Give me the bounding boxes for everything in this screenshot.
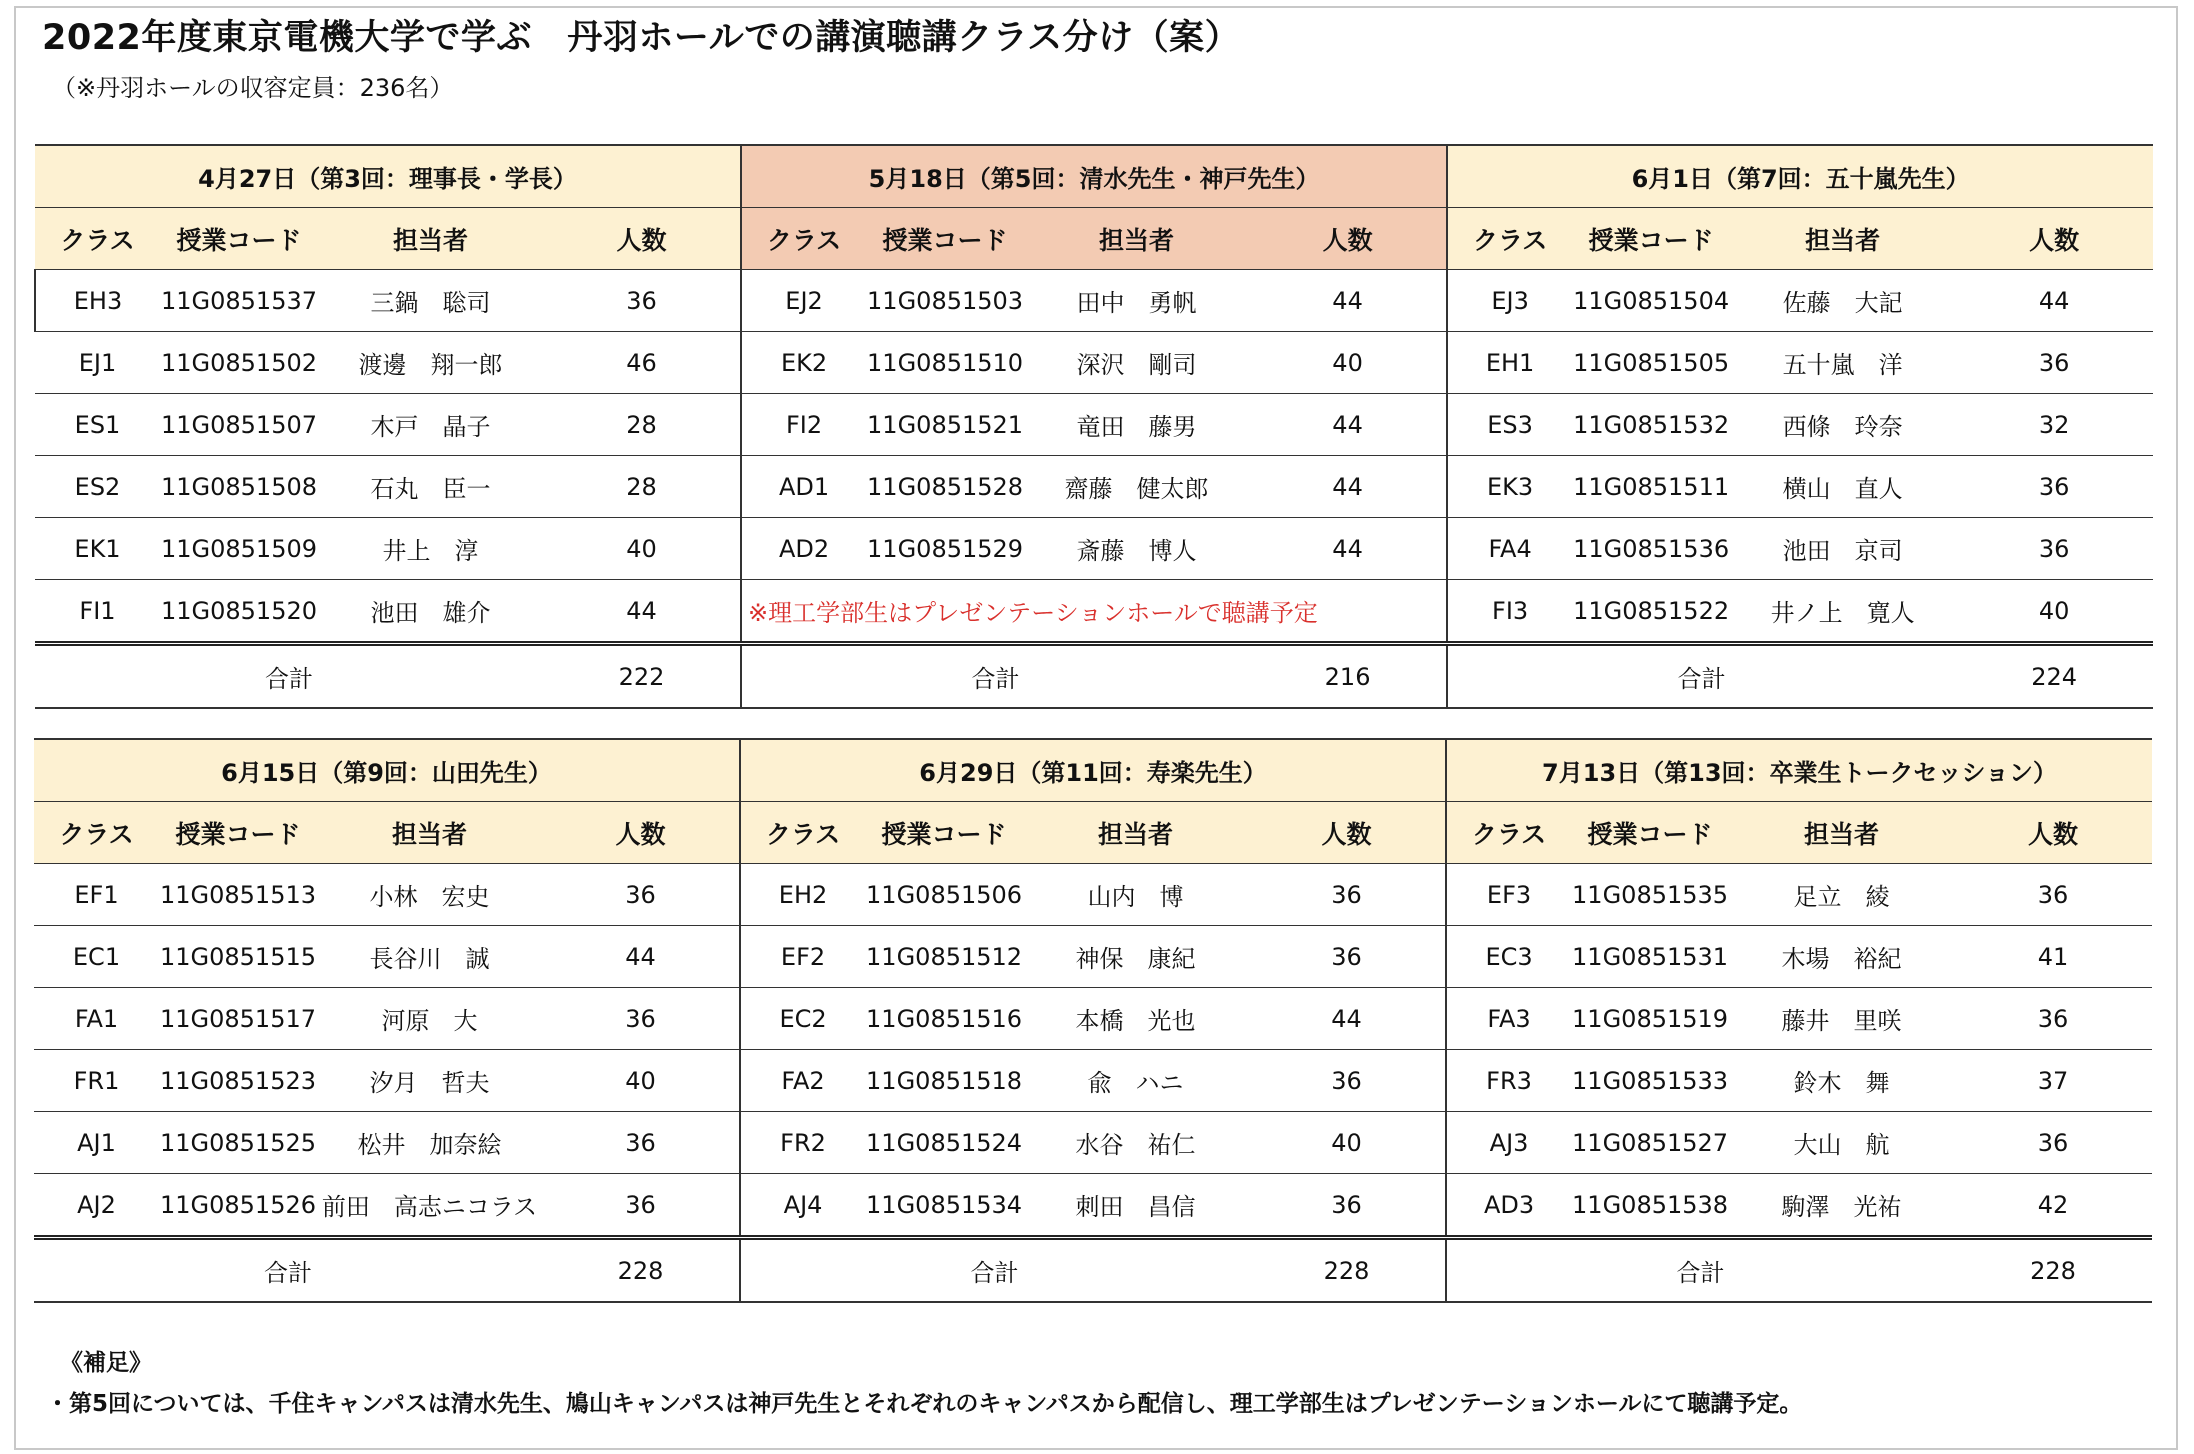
class-cell: AJ4 <box>740 1174 865 1238</box>
col-header-teacher: 担当者 <box>318 208 543 270</box>
teacher-cell: 鈴木 舞 <box>1729 1050 1954 1112</box>
teacher-cell: 深沢 剛司 <box>1024 332 1249 394</box>
table-row <box>35 580 2153 644</box>
count-cell: 37 <box>1954 1050 2152 1112</box>
teacher-cell: 木場 裕紀 <box>1729 926 1954 988</box>
class-cell: EH3 <box>35 270 160 332</box>
col-header-class: クラス <box>34 802 159 864</box>
teacher-cell: 池田 雄介 <box>318 580 543 644</box>
teacher-cell: 三鍋 聡司 <box>318 270 543 332</box>
code-cell: 11G0851520 <box>160 580 318 644</box>
class-cell: EK1 <box>35 518 160 580</box>
total-label: 合計 <box>740 1238 1248 1303</box>
teacher-cell: 西條 玲奈 <box>1730 394 1955 456</box>
class-cell: EK2 <box>741 332 866 394</box>
col-header-code: 授業コード <box>866 208 1024 270</box>
col-header-count: 人数 <box>542 802 740 864</box>
class-cell: FR1 <box>34 1050 159 1112</box>
teacher-cell: 大山 航 <box>1729 1112 1954 1174</box>
total-value: 224 <box>1955 644 2153 709</box>
teacher-cell: 木戸 晶子 <box>318 394 543 456</box>
class-cell: EH2 <box>740 864 865 926</box>
code-cell: 11G0851531 <box>1571 926 1729 988</box>
capacity-note: （※丹羽ホールの収容定員：236名） <box>52 74 454 102</box>
count-cell: 36 <box>543 270 741 332</box>
col-header-code: 授業コード <box>865 802 1023 864</box>
code-cell: 11G0851508 <box>160 456 318 518</box>
count-cell: 40 <box>542 1050 740 1112</box>
col-header-teacher: 担当者 <box>1023 802 1248 864</box>
teacher-cell: 横山 直人 <box>1730 456 1955 518</box>
teacher-cell: 池田 京司 <box>1730 518 1955 580</box>
code-cell: 11G0851515 <box>159 926 317 988</box>
teacher-cell: 駒澤 光祐 <box>1729 1174 1954 1238</box>
code-cell: 11G0851512 <box>865 926 1023 988</box>
class-cell: AD1 <box>741 456 866 518</box>
col-header-class: クラス <box>1447 208 1572 270</box>
code-cell: 11G0851533 <box>1571 1050 1729 1112</box>
table-row <box>35 394 2153 456</box>
total-value: 228 <box>1248 1238 1446 1303</box>
code-cell: 11G0851538 <box>1571 1174 1729 1238</box>
count-cell: 36 <box>1248 864 1446 926</box>
class-cell: AD2 <box>741 518 866 580</box>
class-cell: EJ2 <box>741 270 866 332</box>
count-cell: 44 <box>1248 988 1446 1050</box>
col-header-code: 授業コード <box>1572 208 1730 270</box>
code-cell: 11G0851524 <box>865 1112 1023 1174</box>
class-table-bottom <box>34 738 2152 1303</box>
count-cell: 40 <box>543 518 741 580</box>
count-cell: 28 <box>543 456 741 518</box>
table-row <box>35 518 2153 580</box>
count-cell: 36 <box>1954 1112 2152 1174</box>
count-cell: 44 <box>1249 456 1447 518</box>
session-note: ※理工学部生はプレゼンテーションホールで聴講予定 <box>741 580 1447 644</box>
total-label: 合計 <box>1447 644 1955 709</box>
total-label: 合計 <box>35 644 543 709</box>
count-cell: 36 <box>1248 926 1446 988</box>
class-cell: AJ1 <box>34 1112 159 1174</box>
code-cell: 11G0851505 <box>1572 332 1730 394</box>
table-row <box>35 270 2153 332</box>
code-cell: 11G0851529 <box>866 518 1024 580</box>
code-cell: 11G0851506 <box>865 864 1023 926</box>
col-header-teacher: 担当者 <box>1729 802 1954 864</box>
class-cell: FI1 <box>35 580 160 644</box>
total-value: 222 <box>543 644 741 709</box>
code-cell: 11G0851516 <box>865 988 1023 1050</box>
teacher-cell: 斎藤 博人 <box>1024 518 1249 580</box>
col-header-teacher: 担当者 <box>1730 208 1955 270</box>
code-cell: 11G0851510 <box>866 332 1024 394</box>
session-title: 6月15日（第9回：山田先生） <box>34 739 740 802</box>
count-cell: 36 <box>1248 1174 1446 1238</box>
count-cell: 28 <box>543 394 741 456</box>
class-cell: FI3 <box>1447 580 1572 644</box>
class-cell: EJ1 <box>35 332 160 394</box>
class-cell: EF1 <box>34 864 159 926</box>
class-cell: EJ3 <box>1447 270 1572 332</box>
session-title: 5月18日（第5回：清水先生・神戸先生） <box>741 145 1447 208</box>
teacher-cell: 渡邊 翔一郎 <box>318 332 543 394</box>
code-cell: 11G0851536 <box>1572 518 1730 580</box>
table-row <box>34 926 2152 988</box>
count-cell: 36 <box>1248 1050 1446 1112</box>
col-header-class: クラス <box>35 208 160 270</box>
code-cell: 11G0851517 <box>159 988 317 1050</box>
count-cell: 36 <box>542 864 740 926</box>
count-cell: 36 <box>542 988 740 1050</box>
code-cell: 11G0851513 <box>159 864 317 926</box>
code-cell: 11G0851527 <box>1571 1112 1729 1174</box>
table-row <box>35 456 2153 518</box>
teacher-cell: 松井 加奈絵 <box>317 1112 542 1174</box>
teacher-cell: 汐月 哲夫 <box>317 1050 542 1112</box>
class-cell: FA2 <box>740 1050 865 1112</box>
class-cell: EF2 <box>740 926 865 988</box>
count-cell: 42 <box>1954 1174 2152 1238</box>
col-header-class: クラス <box>1446 802 1571 864</box>
session-title: 6月29日（第11回：寿楽先生） <box>740 739 1446 802</box>
table-row <box>34 864 2152 926</box>
teacher-cell: 兪 ハニ <box>1023 1050 1248 1112</box>
teacher-cell: 井ノ上 寛人 <box>1730 580 1955 644</box>
code-cell: 11G0851519 <box>1571 988 1729 1050</box>
count-cell: 40 <box>1248 1112 1446 1174</box>
page-title: 2022年度東京電機大学で学ぶ 丹羽ホールでの講演聴講クラス分け（案） <box>42 18 1241 58</box>
code-cell: 11G0851532 <box>1572 394 1730 456</box>
total-label: 合計 <box>34 1238 542 1303</box>
class-table-top <box>34 144 2153 709</box>
table-row <box>34 988 2152 1050</box>
code-cell: 11G0851526 <box>159 1174 317 1238</box>
col-header-code: 授業コード <box>1571 802 1729 864</box>
count-cell: 44 <box>542 926 740 988</box>
teacher-cell: 河原 大 <box>317 988 542 1050</box>
col-header-count: 人数 <box>1249 208 1447 270</box>
supplement-heading: 《補足》 <box>60 1350 152 1376</box>
count-cell: 40 <box>1955 580 2153 644</box>
count-cell: 44 <box>1249 518 1447 580</box>
count-cell: 36 <box>1954 864 2152 926</box>
class-cell: ES3 <box>1447 394 1572 456</box>
total-label: 合計 <box>741 644 1249 709</box>
code-cell: 11G0851523 <box>159 1050 317 1112</box>
col-header-class: クラス <box>740 802 865 864</box>
code-cell: 11G0851534 <box>865 1174 1023 1238</box>
code-cell: 11G0851509 <box>160 518 318 580</box>
col-header-code: 授業コード <box>160 208 318 270</box>
class-cell: AJ3 <box>1446 1112 1571 1174</box>
code-cell: 11G0851528 <box>866 456 1024 518</box>
col-header-code: 授業コード <box>159 802 317 864</box>
count-cell: 36 <box>1954 988 2152 1050</box>
code-cell: 11G0851503 <box>866 270 1024 332</box>
table-row <box>35 332 2153 394</box>
count-cell: 36 <box>542 1174 740 1238</box>
class-cell: EF3 <box>1446 864 1571 926</box>
class-cell: ES1 <box>35 394 160 456</box>
session-title: 7月13日（第13回：卒業生トークセッション） <box>1446 739 2152 802</box>
teacher-cell: 水谷 祐仁 <box>1023 1112 1248 1174</box>
col-header-count: 人数 <box>1955 208 2153 270</box>
teacher-cell: 長谷川 誠 <box>317 926 542 988</box>
col-header-class: クラス <box>741 208 866 270</box>
teacher-cell: 井上 淳 <box>318 518 543 580</box>
session-title: 6月1日（第7回：五十嵐先生） <box>1447 145 2153 208</box>
teacher-cell: 竜田 藤男 <box>1024 394 1249 456</box>
total-value: 228 <box>542 1238 740 1303</box>
code-cell: 11G0851518 <box>865 1050 1023 1112</box>
count-cell: 36 <box>1955 332 2153 394</box>
table-row <box>34 1174 2152 1238</box>
col-header-count: 人数 <box>543 208 741 270</box>
teacher-cell: 五十嵐 洋 <box>1730 332 1955 394</box>
teacher-cell: 足立 綾 <box>1729 864 1954 926</box>
count-cell: 44 <box>1249 270 1447 332</box>
class-cell: AJ2 <box>34 1174 159 1238</box>
count-cell: 32 <box>1955 394 2153 456</box>
class-cell: EK3 <box>1447 456 1572 518</box>
code-cell: 11G0851537 <box>160 270 318 332</box>
table-row <box>34 1112 2152 1174</box>
count-cell: 36 <box>1955 456 2153 518</box>
teacher-cell: 小林 宏史 <box>317 864 542 926</box>
class-cell: EC3 <box>1446 926 1571 988</box>
code-cell: 11G0851502 <box>160 332 318 394</box>
code-cell: 11G0851521 <box>866 394 1024 456</box>
class-cell: FA3 <box>1446 988 1571 1050</box>
code-cell: 11G0851507 <box>160 394 318 456</box>
teacher-cell: 前田 高志ニコラス <box>317 1174 542 1238</box>
total-label: 合計 <box>1446 1238 1954 1303</box>
total-row <box>34 1238 2152 1303</box>
teacher-cell: 神保 康紀 <box>1023 926 1248 988</box>
class-cell: FI2 <box>741 394 866 456</box>
code-cell: 11G0851522 <box>1572 580 1730 644</box>
class-cell: FA4 <box>1447 518 1572 580</box>
teacher-cell: 本橋 光也 <box>1023 988 1248 1050</box>
class-cell: EC1 <box>34 926 159 988</box>
count-cell: 36 <box>1955 518 2153 580</box>
supplement-text: ・第5回については、千住キャンパスは清水先生、鳩山キャンパスは神戸先生とそれぞれのキャンパスから配信し、理工学部生はプレゼンテーションホールにて聴講予定。 <box>46 1391 1803 1417</box>
teacher-cell: 佐藤 大記 <box>1730 270 1955 332</box>
teacher-cell: 石丸 臣一 <box>318 456 543 518</box>
total-value: 216 <box>1249 644 1447 709</box>
class-cell: FR3 <box>1446 1050 1571 1112</box>
total-value: 228 <box>1954 1238 2152 1303</box>
count-cell: 46 <box>543 332 741 394</box>
col-header-teacher: 担当者 <box>317 802 542 864</box>
count-cell: 44 <box>543 580 741 644</box>
col-header-count: 人数 <box>1954 802 2152 864</box>
class-cell: ES2 <box>35 456 160 518</box>
teacher-cell: 山内 博 <box>1023 864 1248 926</box>
class-cell: EH1 <box>1447 332 1572 394</box>
col-header-count: 人数 <box>1248 802 1446 864</box>
code-cell: 11G0851504 <box>1572 270 1730 332</box>
teacher-cell: 藤井 里咲 <box>1729 988 1954 1050</box>
count-cell: 44 <box>1955 270 2153 332</box>
code-cell: 11G0851535 <box>1571 864 1729 926</box>
count-cell: 41 <box>1954 926 2152 988</box>
count-cell: 44 <box>1249 394 1447 456</box>
total-row <box>35 644 2153 709</box>
table-row <box>34 1050 2152 1112</box>
col-header-teacher: 担当者 <box>1024 208 1249 270</box>
code-cell: 11G0851525 <box>159 1112 317 1174</box>
count-cell: 40 <box>1249 332 1447 394</box>
teacher-cell: 田中 勇帆 <box>1024 270 1249 332</box>
class-cell: EC2 <box>740 988 865 1050</box>
teacher-cell: 刺田 昌信 <box>1023 1174 1248 1238</box>
class-cell: FA1 <box>34 988 159 1050</box>
count-cell: 36 <box>542 1112 740 1174</box>
class-cell: AD3 <box>1446 1174 1571 1238</box>
session-title: 4月27日（第3回：理事長・学長） <box>35 145 741 208</box>
teacher-cell: 齋藤 健太郎 <box>1024 456 1249 518</box>
code-cell: 11G0851511 <box>1572 456 1730 518</box>
class-cell: FR2 <box>740 1112 865 1174</box>
